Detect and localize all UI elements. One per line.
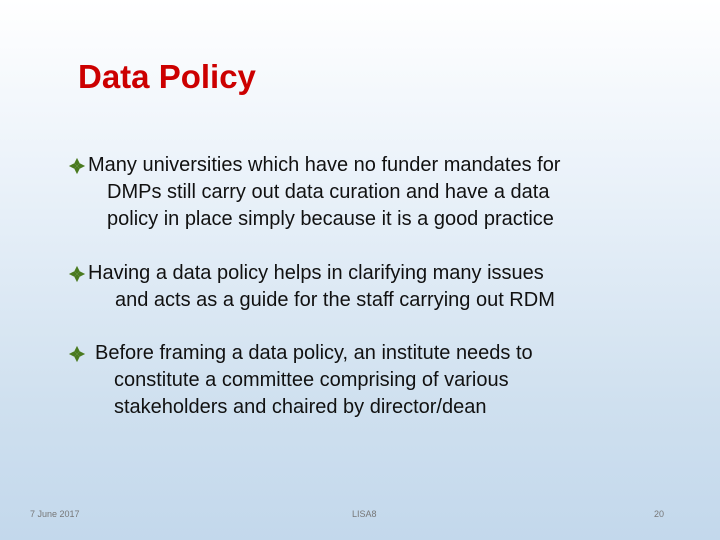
- footer-date: 7 June 2017: [30, 509, 80, 519]
- bullet-line: constitute a committee comprising of various: [114, 369, 509, 391]
- diamond-bullet-icon: [68, 265, 86, 283]
- bullet-item: [68, 152, 560, 233]
- bullet-item: [68, 260, 555, 314]
- bullet-line: and acts as a guide for the staff carrying out RDM: [115, 289, 555, 311]
- bullet-line: Having a data policy helps in clarifying many issues: [88, 262, 544, 284]
- diamond-bullet-icon: [68, 345, 86, 363]
- diamond-bullet-icon: [68, 157, 86, 175]
- footer-label: LISA8: [352, 509, 377, 519]
- bullet-line: DMPs still carry out data curation and have a data: [107, 181, 550, 203]
- bullet-line: stakeholders and chaired by director/dean: [114, 396, 487, 418]
- page-number: 20: [654, 509, 665, 519]
- bullet-line: Before framing a data policy, an institute needs to: [95, 342, 533, 364]
- bullet-line: Many universities which have no funder mandates for: [88, 154, 561, 176]
- bullet-item: [68, 340, 533, 421]
- bullet-line: policy in place simply because it is a good practice: [107, 208, 554, 230]
- slide-title: Data Policy: [78, 58, 256, 95]
